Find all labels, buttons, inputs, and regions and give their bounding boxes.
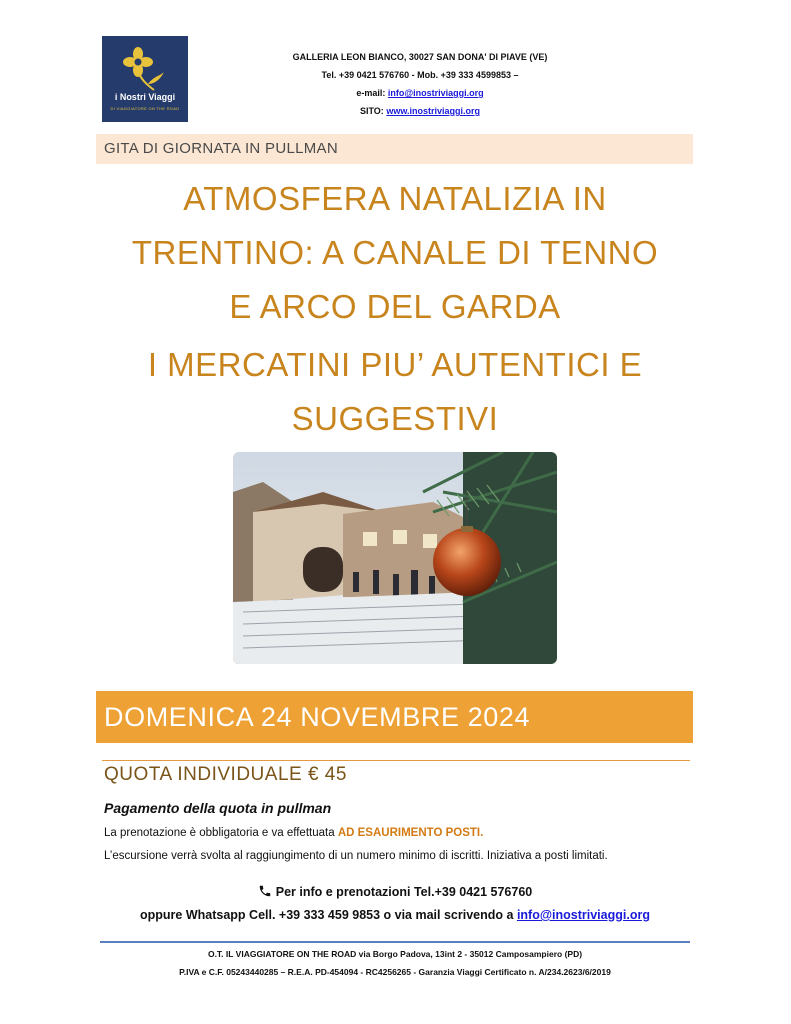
trip-note: L’escursione verrà svolta al raggiungimento di un numero minimo di iscritti. Iniziativa a posti limitati. bbox=[104, 850, 608, 862]
subtitle-line: SUGGESTIVI bbox=[291, 400, 499, 437]
contact-phone-line bbox=[100, 884, 690, 901]
agency-contact-header bbox=[200, 48, 640, 120]
payment-info: Pagamento della quota in pullman bbox=[104, 800, 332, 816]
logo-tagline: DI VIAGGIATORE ON THE ROAD bbox=[110, 106, 180, 111]
trip-title bbox=[80, 172, 710, 446]
agency-address: GALLERIA LEON BIANCO, 30027 SAN DONA' DI PIAVE (VE) bbox=[292, 52, 548, 62]
title-line: E ARCO DEL GARDA bbox=[229, 288, 561, 325]
contact-whatsapp-line bbox=[100, 908, 690, 922]
booking-text: La prenotazione è obbligatoria e va effettuata bbox=[104, 827, 335, 839]
site-link[interactable]: www.inostriviaggi.org bbox=[386, 106, 481, 116]
footer-divider bbox=[100, 941, 690, 943]
phone-icon bbox=[258, 884, 272, 901]
site-label: SITO: bbox=[359, 106, 384, 116]
contact-email-link[interactable]: info@inostriviaggi.org bbox=[516, 908, 650, 922]
trip-category-band: GITA DI GIORNATA IN PULLMAN bbox=[96, 134, 693, 164]
agency-site-line bbox=[200, 102, 640, 120]
divider bbox=[102, 760, 690, 761]
booking-info bbox=[104, 827, 483, 839]
price-per-person: QUOTA INDIVIDUALE € 45 bbox=[104, 764, 347, 785]
christmas-village-photo bbox=[233, 452, 557, 664]
contact-phone-text: Per info e prenotazioni Tel.+39 0421 576760 bbox=[275, 885, 533, 899]
logo-name: i Nostri Viaggi bbox=[114, 92, 176, 102]
agency-email-line bbox=[200, 84, 640, 102]
footer-company-address: O.T. IL VIAGGIATORE ON THE ROAD via Borgo Padova, 13int 2 - 35012 Camposampiero (PD) bbox=[207, 949, 583, 959]
email-label: e-mail: bbox=[356, 88, 386, 98]
trip-date-band: DOMENICA 24 NOVEMBRE 2024 bbox=[96, 691, 693, 743]
booking-highlight: AD ESAURIMENTO POSTI. bbox=[337, 827, 484, 839]
flower-icon bbox=[122, 46, 168, 92]
agency-phone: Tel. +39 0421 576760 - Mob. +39 333 4599853 – bbox=[321, 70, 519, 80]
footer-legal-info: P.IVA e C.F. 05243440285 – R.E.A. PD-454094 - RC4256265 - Garanzia Viaggi Certificato n. A/234.2623/6/2019 bbox=[179, 967, 611, 977]
title-line: TRENTINO: A CANALE DI TENNO bbox=[131, 234, 659, 271]
contact-whatsapp-text: oppure Whatsapp Cell. +39 333 459 9853 o via mail scrivendo a bbox=[140, 908, 514, 922]
email-link[interactable]: info@inostriviaggi.org bbox=[387, 88, 484, 98]
subtitle-line: I MERCATINI PIU’ AUTENTICI E bbox=[147, 346, 643, 383]
title-line: ATMOSFERA NATALIZIA IN bbox=[183, 180, 607, 217]
company-logo bbox=[102, 36, 188, 122]
